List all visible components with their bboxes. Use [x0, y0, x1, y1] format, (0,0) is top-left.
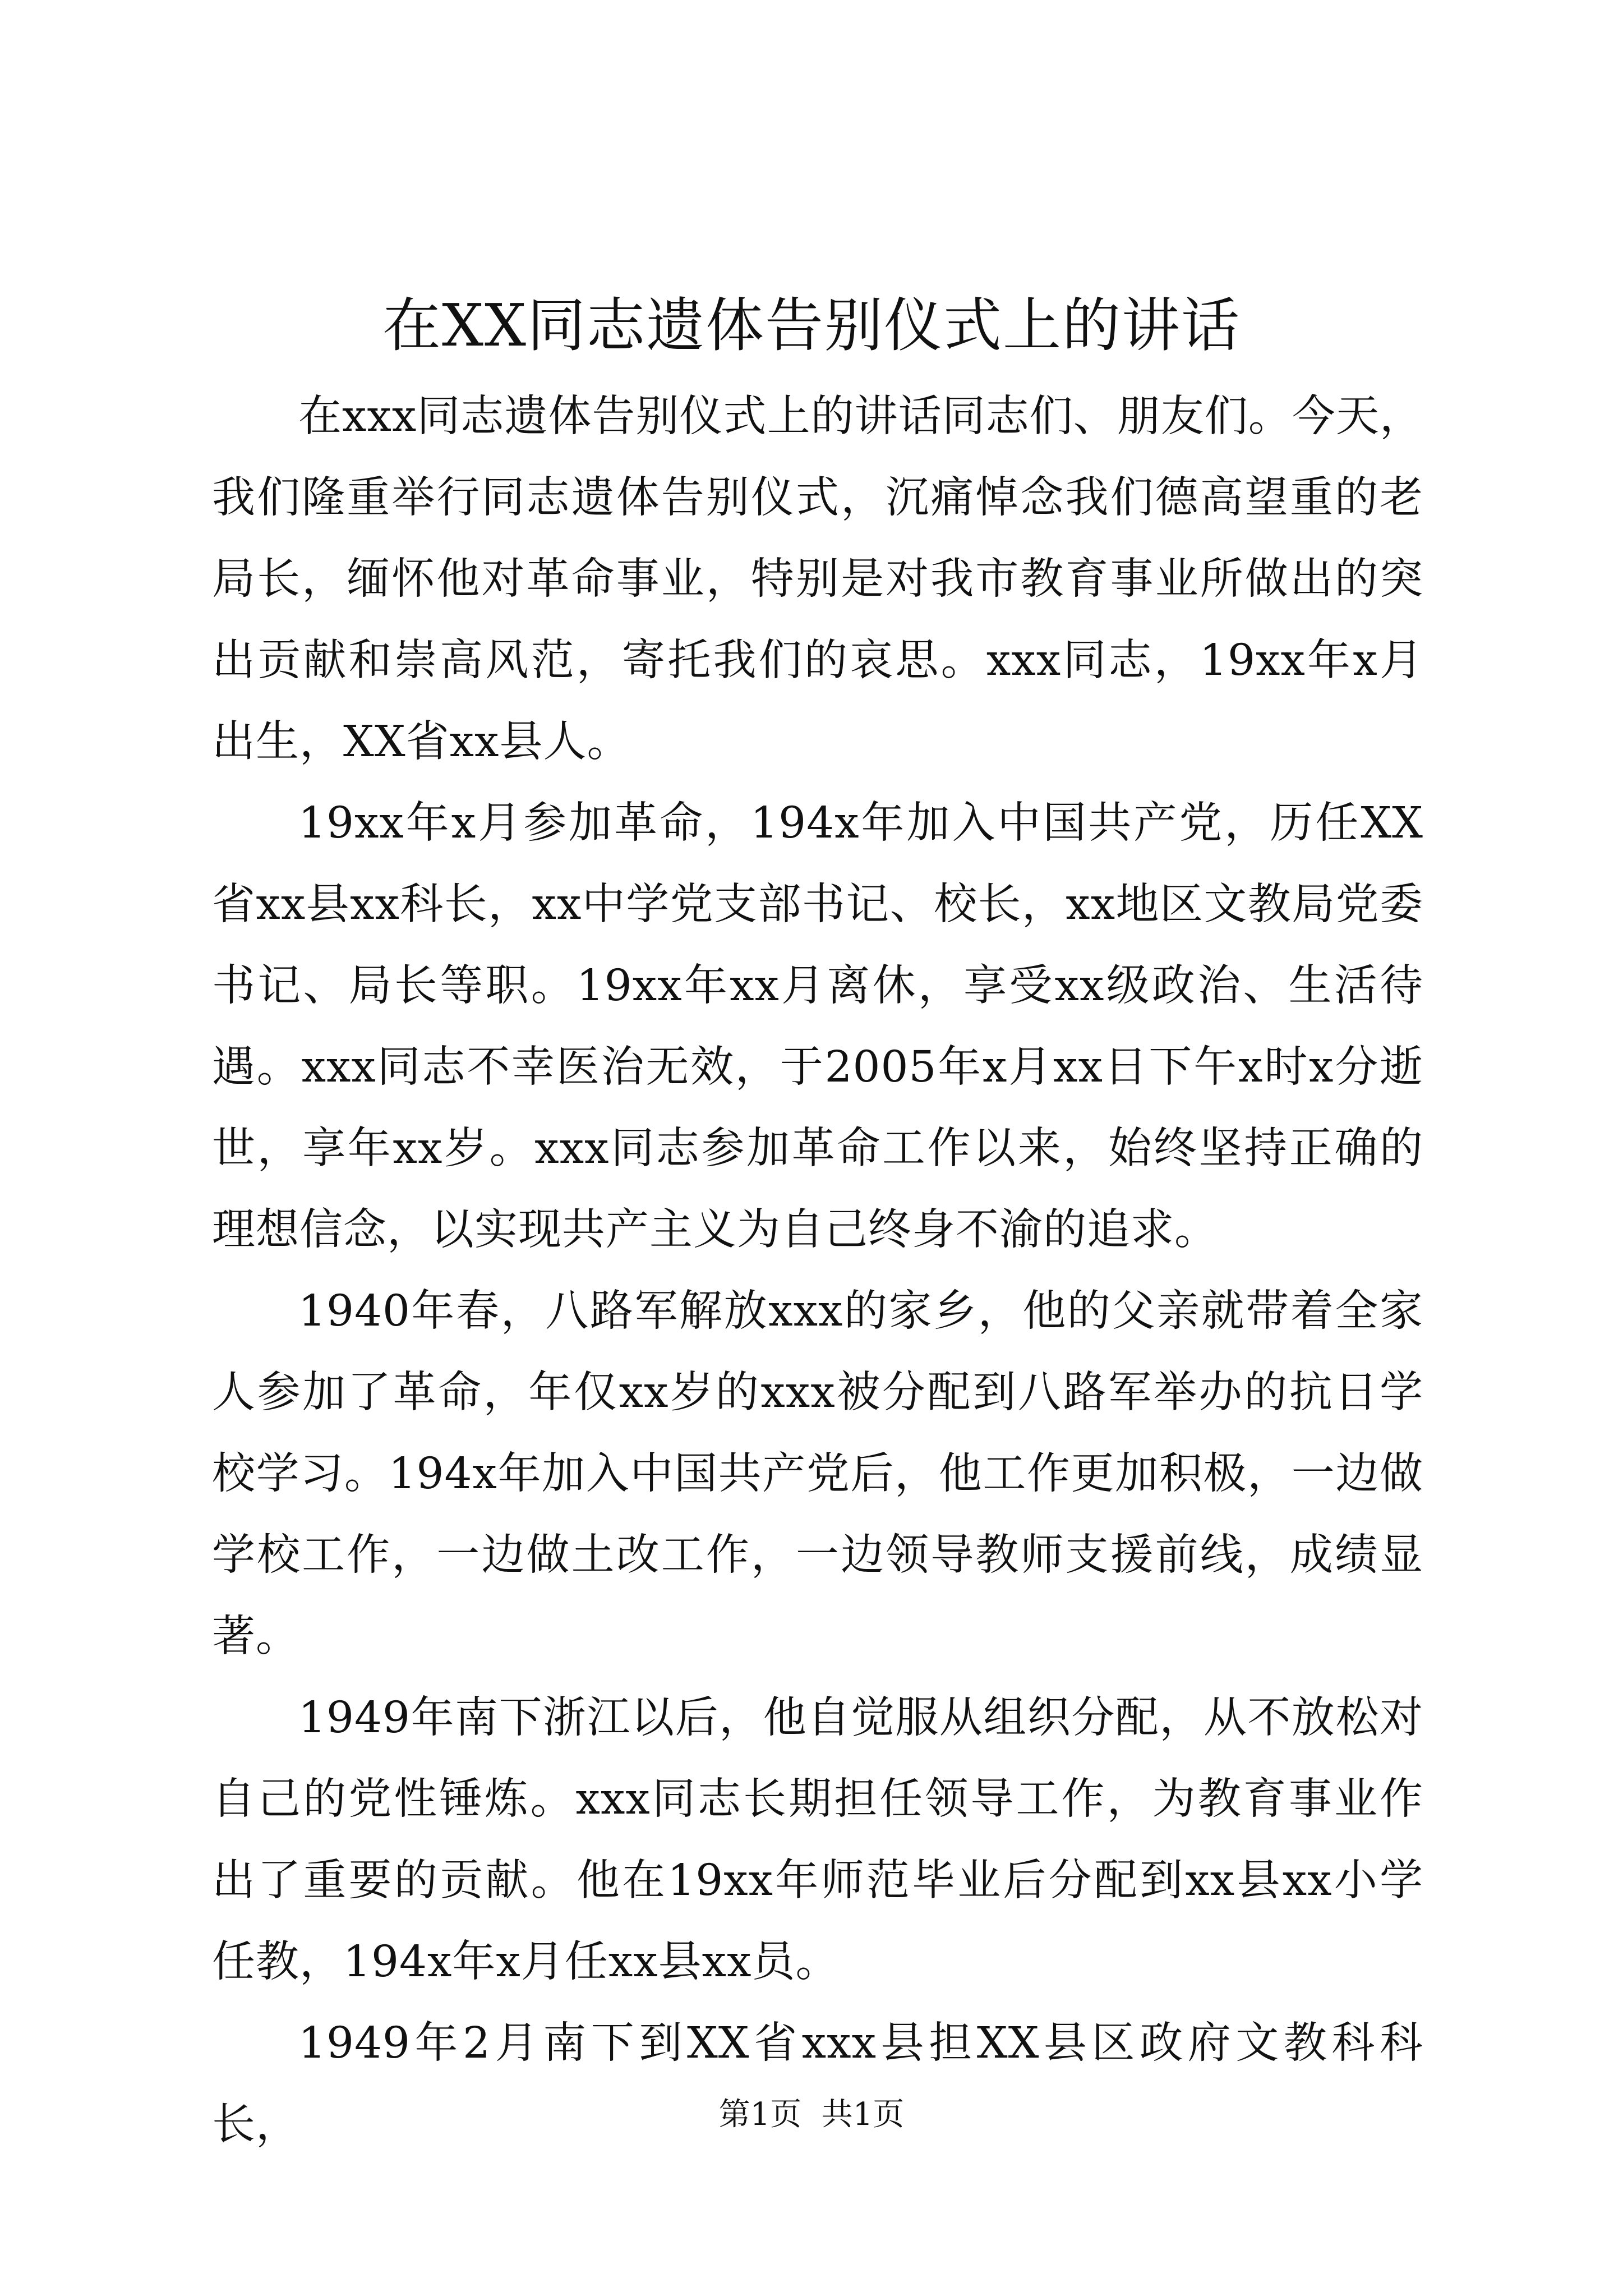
- document-title: 在XX同志遗体告别仪式上的讲话: [382, 291, 1241, 360]
- page-number-label: 第1页 共1页: [718, 2096, 905, 2133]
- paragraph-5: 1949年2月南下到XX省xxx县担XX县区政府文教科科长，: [212, 2018, 1423, 2150]
- paragraph-1: 在xxx同志遗体告别仪式上的讲话同志们、朋友们。今天，我们隆重举行同志遗体告别仪式，沉痛悼念我们德高望重的老局长，缅怀他对革命事业，特别是对我市教育事业所做出的突出贡献和崇高风范，寄托我们的哀思。xxx同志，19xx年x月出生，XX省xx县人。: [212, 392, 1423, 767]
- paragraph-4: 1949年南下浙江以后，他自觉服从组织分配，从不放松对自己的党性锤炼。xxx同志长期担任领导工作，为教育事业作出了重要的贡献。他在19xx年师范毕业后分配到xx县xx小学任教，194x年x月任xx县xx员。: [212, 1693, 1423, 1987]
- page-footer: [0, 2092, 1623, 2137]
- document-body: [212, 376, 1423, 2165]
- paragraph-3: 1940年春，八路军解放xxx的家乡，他的父亲就带着全家人参加了革命，年仅xx岁的xxx被分配到八路军举办的抗日学校学习。194x年加入中国共产党后，他工作更加积极，一边做学校工作，一边做土改工作，一边领导教师支援前线，成绩显著。: [212, 1286, 1423, 1662]
- paragraph-2: 19xx年x月参加革命，194x年加入中国共产党，历任XX省xx县xx科长，xx中学党支部书记、校长，xx地区文教局党委书记、局长等职。19xx年xx月离休，享受xx级政治、生活待遇。xxx同志不幸医治无效，于2005年x月xx日下午x时x分逝世，享年xx岁。xxx同志参加革命工作以来，始终坚持正确的理想信念，以实现共产主义为自己终身不渝的追求。: [212, 798, 1424, 1255]
